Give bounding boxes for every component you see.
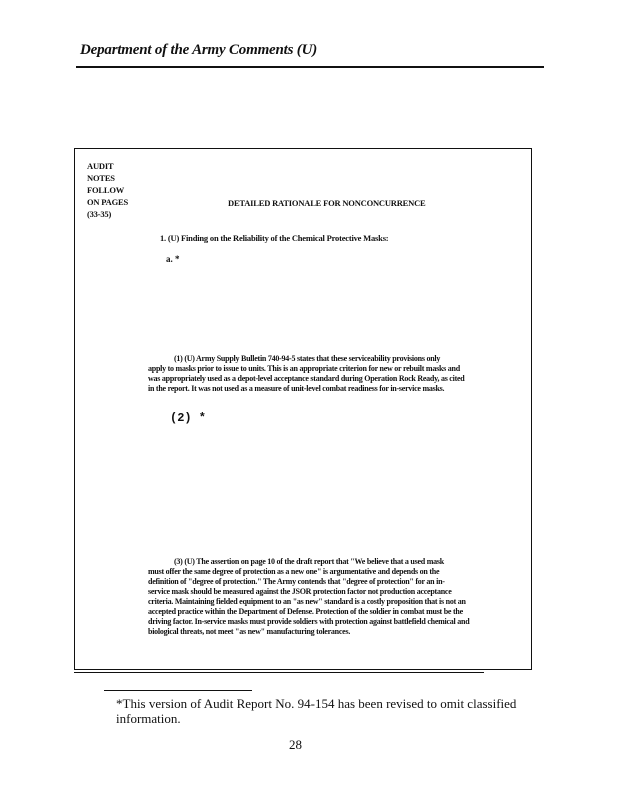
- paragraph-line: criteria. Maintaining fielded equipment to an "as new" standard is a costly proposition that is not an: [148, 597, 466, 606]
- margin-note-line: ON PAGES: [87, 197, 128, 207]
- item-2-marker: (2) *: [170, 411, 207, 425]
- paragraph-line: accepted practice within the Department of Defense. Protection of the soldier in combat must be the: [148, 607, 463, 616]
- margin-note-line: (33-35): [87, 209, 112, 219]
- paragraph-line: in the report. It was not used as a measure of unit-level combat readiness for in-service masks.: [148, 384, 445, 393]
- paragraph-line: (3) (U) The assertion on page 10 of the draft report that "We believe that a used mask: [174, 557, 444, 566]
- paragraph-line: was appropriately used as a depot-level acceptance standard during Operation Rock Ready, as cited: [148, 374, 465, 383]
- paragraph-line: (1) (U) Army Supply Bulletin 740-94-5 states that these serviceability provisions only: [174, 354, 441, 363]
- paragraph-line: definition of "degree of protection." The Army contends that "degree of protection" for an in-: [148, 577, 445, 586]
- section-heading: DETAILED RATIONALE FOR NONCONCURRENCE: [228, 198, 426, 208]
- paragraph-line: biological threats, not meet "as new" manufacturing tolerances.: [148, 627, 351, 636]
- paragraph-line: service mask should be measured against the JSOR protection factor not production acceptance: [148, 587, 452, 596]
- page-header-title: Department of the Army Comments (U): [80, 42, 318, 58]
- finding-title: 1. (U) Finding on the Reliability of the Chemical Protective Masks:: [160, 233, 389, 243]
- footnote: *This version of Audit Report No. 94-154 has been revised to omit classified information.: [116, 696, 517, 726]
- paragraph-1: [148, 354, 508, 394]
- comment-box-bottom-rule: [74, 672, 484, 673]
- paragraph-line: must offer the same degree of protection as a new one" is argumentative and depends on the: [148, 567, 440, 576]
- audit-margin-note: [87, 160, 147, 220]
- margin-note-line: AUDIT: [87, 161, 114, 171]
- header-rule: [76, 66, 544, 68]
- item-a-marker: a. *: [166, 254, 180, 264]
- margin-note-line: FOLLOW: [87, 185, 125, 195]
- paragraph-line: driving factor. In-service masks must provide soldiers with protection against battlefield chemical and: [148, 617, 470, 626]
- footnote-rule: [104, 690, 252, 691]
- paragraph-3: [148, 557, 518, 637]
- page-number: 28: [289, 737, 302, 752]
- paragraph-line: apply to masks prior to issue to units. This is an appropriate criterion for new or rebuilt masks and: [148, 364, 460, 373]
- margin-note-line: NOTES: [87, 173, 115, 183]
